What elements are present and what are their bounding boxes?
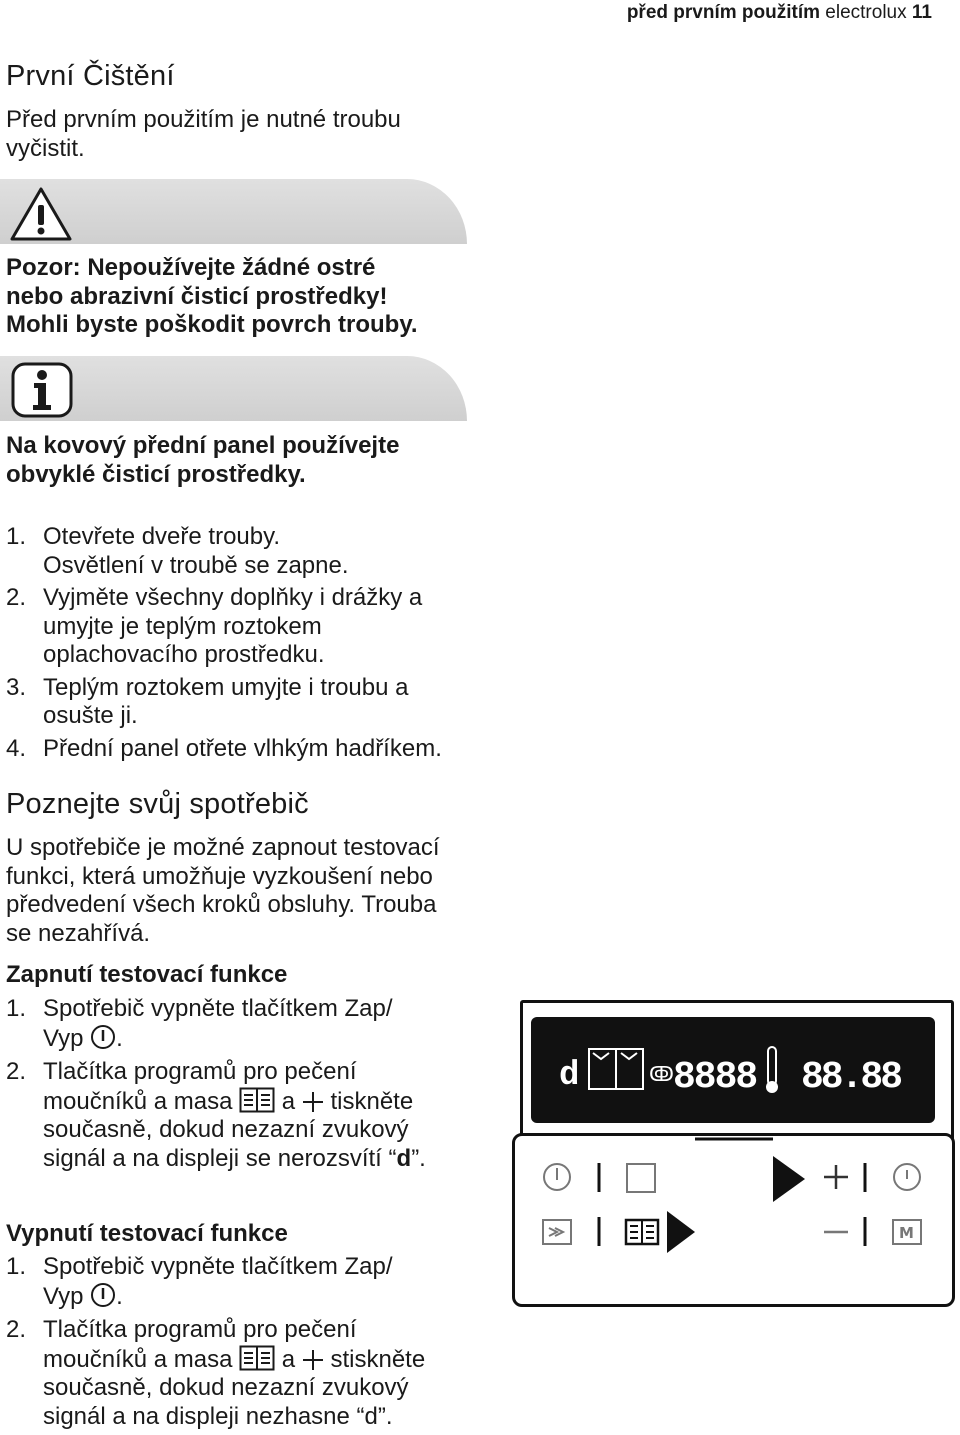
oven-display: [531, 1017, 935, 1123]
know-appliance-title: Poznejte svůj spotřebič: [6, 788, 309, 820]
list-item: 1. Spotřebič vypněte tlačítkem Zap/ Vyp .: [6, 995, 393, 1052]
page-header: [627, 2, 932, 24]
arrow-right-icon: [773, 1156, 805, 1202]
cleaning-steps-list: [6, 523, 486, 767]
info-icon: [10, 361, 74, 419]
button-panel: [512, 1133, 955, 1307]
water-drop-icon: ↂ: [649, 1062, 674, 1086]
disable-test-steps: [6, 1253, 486, 1435]
header-page-number: 11: [911, 2, 932, 23]
first-cleaning-title: První Čištění: [6, 60, 175, 92]
display-segments: [531, 1017, 935, 1123]
list-item: 3. Teplým roztokem umyjte i troubu a osušte ji.: [6, 673, 409, 729]
thermometer-icon: [768, 1047, 776, 1085]
power-icon: [90, 1024, 116, 1050]
list-item: 2. Tlačítka programů pro pečení moučníků a masa a tiskněte současně, dokud nezazní zvukový signál a na displeji se nerozsvítí “d”.: [6, 1058, 426, 1172]
warning-triangle-icon: [8, 185, 74, 243]
display-mode-d: d: [559, 1057, 580, 1095]
display-digits-left: 8888: [673, 1056, 757, 1099]
svg-text:M: M: [899, 1224, 914, 1242]
list-item: 2. Tlačítka programů pro pečení moučníků a masa a stiskněte současně, dokud nezazní zvukový signál a na displeji nezhasne “d”.: [6, 1316, 426, 1430]
know-appliance-text: U spotřebiče je možné zapnout testovací funkci, která umožňuje vyzkoušení nebo předvedení všech kroků obsluhy. Trouba se nezahřívá.: [6, 834, 440, 947]
power-button[interactable]: [544, 1164, 570, 1190]
defrost-program-button[interactable]: [543, 1220, 571, 1244]
power-icon: [90, 1282, 116, 1308]
list-item: 1. Otevřete dveře trouby. Osvětlení v troubě se zapne.: [6, 523, 349, 579]
pastry-meat-program-icon: [239, 1345, 275, 1371]
plus-button[interactable]: [824, 1165, 848, 1189]
list-item: 4. Přední panel otřete vlhkým hadříkem.: [6, 734, 442, 762]
plus-icon: [302, 1091, 324, 1113]
header-brand: electrolux: [825, 2, 907, 23]
warning-text: Pozor: Nepoužívejte žádné ostré nebo abrazivní čisticí prostředky! Mohli byste poškodit povrch trouby.: [6, 254, 418, 338]
program-button-square[interactable]: [627, 1164, 655, 1192]
pastry-meat-program-button[interactable]: [626, 1220, 658, 1244]
display-digits-right: 88.88: [801, 1056, 901, 1099]
pastry-meat-program-icon: [239, 1087, 275, 1113]
memory-button[interactable]: [893, 1220, 921, 1244]
plus-icon: [302, 1349, 324, 1371]
list-item: 2. Vyjměte všechny doplňky i drážky a umyjte je teplým roztokem oplachovacího prostředku.: [6, 584, 423, 668]
enable-test-title: Zapnutí testovací funkce: [6, 961, 288, 988]
info-text: Na kovový přední panel používejte obvyklé čisticí prostředky.: [6, 432, 400, 488]
arrow-left-icon: [667, 1211, 695, 1253]
disable-test-title: Vypnutí testovací funkce: [6, 1220, 288, 1247]
list-item: 1. Spotřebič vypněte tlačítkem Zap/ Vyp .: [6, 1253, 393, 1310]
enable-test-steps: [6, 995, 486, 1177]
first-cleaning-intro: Před prvním použitím je nutné troubu vyčistit.: [6, 106, 401, 162]
timer-clock-button[interactable]: [894, 1164, 920, 1190]
header-section: před prvním použitím: [626, 2, 821, 23]
